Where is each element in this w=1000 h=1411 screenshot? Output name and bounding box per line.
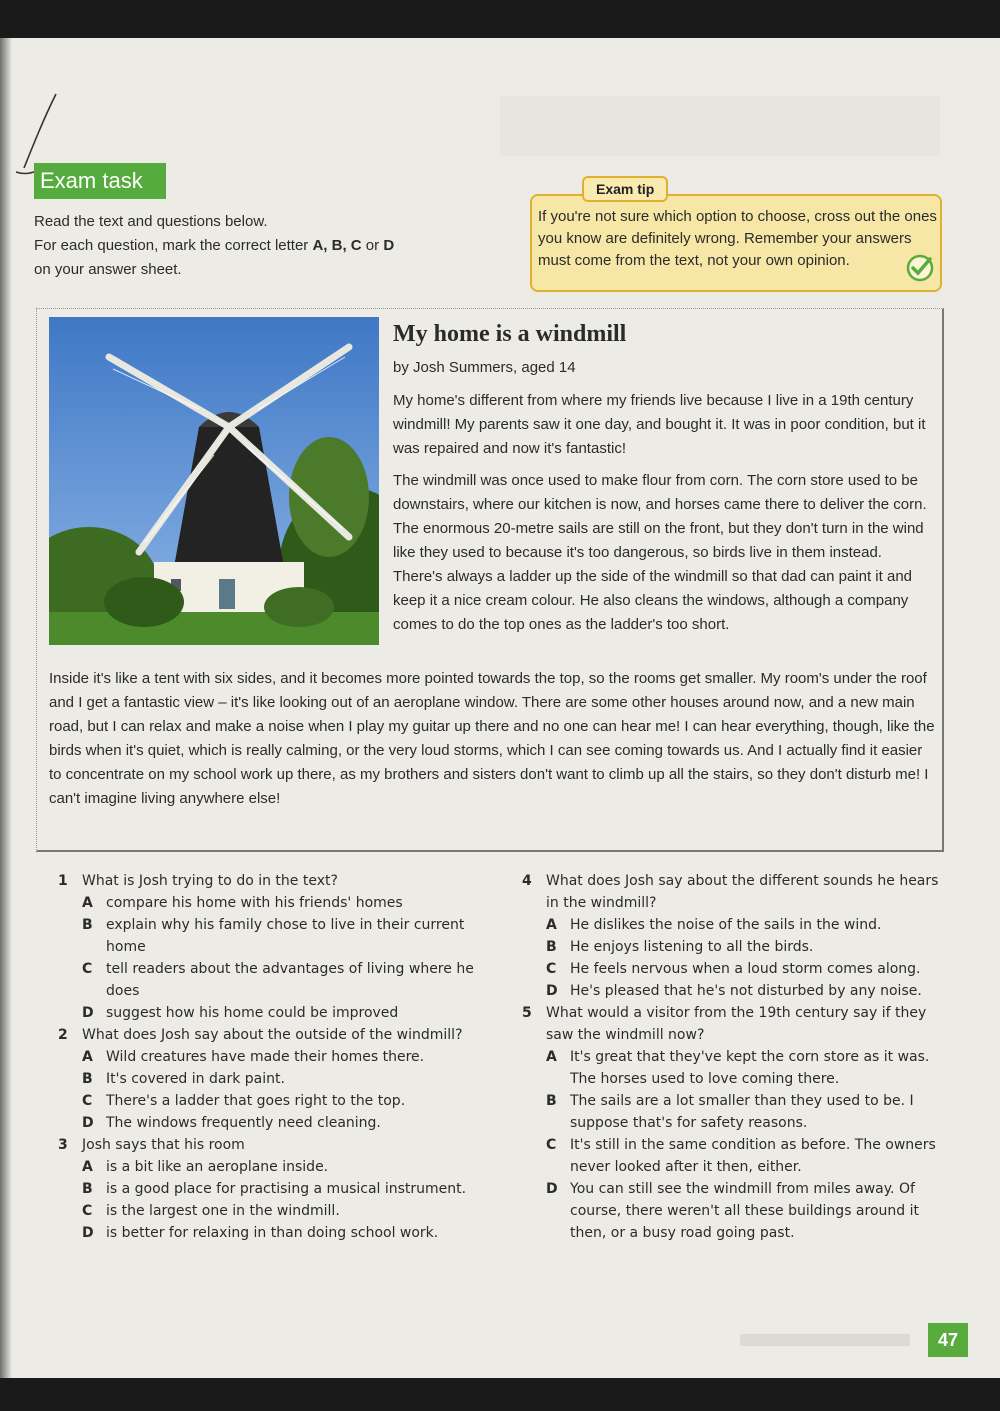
question-number: 5 [522, 1005, 532, 1021]
article-title: My home is a windmill [393, 321, 627, 347]
answer-option[interactable]: D suggest how his home could be improved [82, 1005, 399, 1021]
letter-d: D [383, 237, 395, 254]
page-number: 47 [928, 1323, 968, 1357]
instruction-line-1: Read the text and questions below. [34, 213, 268, 230]
page-gutter-shadow [0, 38, 12, 1378]
question-text: What would a visitor from the 19th century say if they saw the windmill now? [546, 1005, 927, 1043]
answer-option[interactable]: D is better for relaxing in than doing school work. [82, 1225, 439, 1241]
textbook-page [0, 38, 1000, 1378]
answer-option[interactable]: B The sails are a lot smaller than they used to be. I suppose that's for safety reasons. [546, 1093, 914, 1131]
exam-instructions [34, 210, 504, 282]
question-3 [58, 1134, 478, 1244]
question-number: 1 [58, 873, 68, 889]
article-box [36, 308, 944, 852]
question-5 [522, 1002, 942, 1244]
answer-option[interactable]: C is the largest one in the windmill. [82, 1203, 340, 1219]
instruction-line-2: For each question, mark the correct letter A, B, C or D [34, 237, 395, 254]
answer-option[interactable]: A compare his home with his friends' homes [82, 895, 403, 911]
answer-option[interactable]: A Wild creatures have made their homes there. [82, 1049, 425, 1065]
answer-option[interactable]: A is a bit like an aeroplane inside. [82, 1159, 329, 1175]
question-2 [58, 1024, 478, 1134]
article-byline: by Josh Summers, aged 14 [393, 359, 576, 376]
article-paragraph-2: The windmill was once used to make flour from corn. The corn store used to be downstairs, where our kitchen is now, and horses came there to deliver the corn. The enormous 20-metre sails are still on the front, but they don't turn in the wind like they used to because it's too dangerous, so birds live in them instead. There's always a ladder up the side of the windmill so that dad can paint it and keep it a nice cream colour. He also cleans the windows, although a company comes to do the top ones as the ladder's too short. [393, 472, 927, 633]
answer-option[interactable]: D You can still see the windmill from miles away. Of course, there weren't all these buildings around it then, or a busy road going past. [546, 1181, 919, 1241]
exam-task-badge: Exam task [34, 163, 166, 199]
answer-option[interactable]: C He feels nervous when a loud storm comes along. [546, 961, 921, 977]
answer-option[interactable]: D He's pleased that he's not disturbed by any noise. [546, 983, 922, 999]
exam-tip-text: If you're not sure which option to choose, cross out the ones you know are definitely wrong. Remember your answers must come from the text, not your own opinion. [538, 208, 937, 269]
exam-tip-box [530, 181, 942, 292]
question-text: What does Josh say about the outside of the windmill? [82, 1027, 463, 1043]
question-4 [522, 870, 942, 1002]
answer-option[interactable]: D The windows frequently need cleaning. [82, 1115, 381, 1131]
exam-tip-label: Exam tip [582, 176, 668, 202]
questions-column-right [522, 870, 942, 1244]
checkmark-icon [906, 254, 934, 282]
answer-option[interactable]: A He dislikes the noise of the sails in the wind. [546, 917, 882, 933]
answer-option[interactable]: C tell readers about the advantages of living where he does [82, 961, 474, 999]
question-number: 3 [58, 1137, 68, 1153]
instruction-line-3: on your answer sheet. [34, 261, 182, 278]
windmill-photo [49, 317, 379, 645]
answer-option[interactable]: B It's covered in dark paint. [82, 1071, 285, 1087]
answer-option[interactable]: C It's still in the same condition as before. The owners never looked after it then, either. [546, 1137, 936, 1175]
article-paragraph-1: My home's different from where my friends live because I live in a 19th century windmill! My parents saw it one day, and bought it. It was in poor condition, but it was repaired and now it's fantastic! [393, 392, 926, 457]
bleed-through-header [500, 96, 940, 156]
bleed-through-footer [740, 1334, 910, 1346]
answer-option[interactable]: B He enjoys listening to all the birds. [546, 939, 814, 955]
question-number: 4 [522, 873, 532, 889]
question-number: 2 [58, 1027, 68, 1043]
question-text: Josh says that his room [82, 1137, 245, 1153]
answer-option[interactable]: B explain why his family chose to live in their current home [82, 917, 465, 955]
answer-option[interactable]: B is a good place for practising a musical instrument. [82, 1181, 467, 1197]
answer-option[interactable]: C There's a ladder that goes right to the top. [82, 1093, 406, 1109]
question-1 [58, 870, 478, 1024]
question-text: What is Josh trying to do in the text? [82, 873, 338, 889]
question-text: What does Josh say about the different sounds he hears in the windmill? [546, 873, 939, 911]
answer-option[interactable]: A It's great that they've kept the corn store as it was. The horses used to love coming there. [546, 1049, 930, 1087]
questions-column-left [58, 870, 478, 1244]
article-paragraph-3: Inside it's like a tent with six sides, and it becomes more pointed towards the top, so the rooms get smaller. My room's under the roof and I get a fantastic view – it's like looking out of an aeroplane window. There are some other houses around now, and a new main road, but I can relax and make a noise when I play my guitar up there and no one can hear me! I can hear everything, though, like the birds when it's quiet, which is really calming, or the very loud storms, which I can see coming towards us. And I actually find it easier to concentrate on my school work up there, as my brothers and sisters don't want to climb up all the stairs, so they don't disturb me! I can't imagine living anywhere else! [49, 670, 935, 807]
letters-abc: A, B, C [312, 237, 362, 254]
